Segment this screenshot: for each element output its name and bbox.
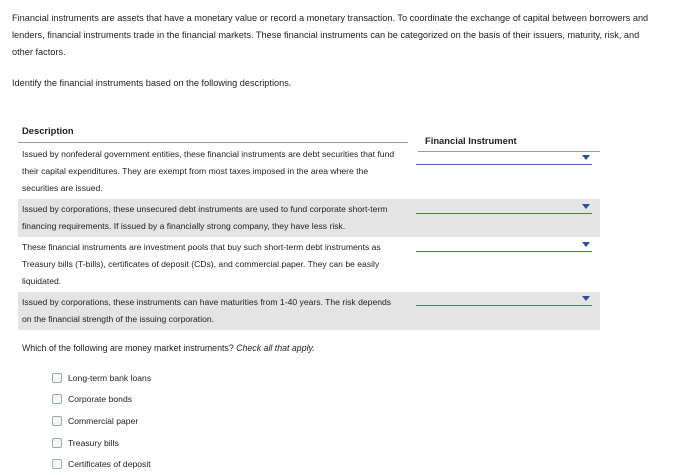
- checkbox[interactable]: [52, 373, 62, 383]
- matching-table: [18, 122, 600, 330]
- option-label: Certificates of deposit: [68, 459, 151, 470]
- header-description: Description: [22, 125, 74, 136]
- option-label: Commercial paper: [68, 415, 139, 426]
- option-label: Treasury bills: [68, 437, 119, 448]
- question-prompt: Which of the following are money market instruments?: [22, 343, 234, 353]
- checkbox[interactable]: [52, 394, 62, 404]
- header-financial-instrument: Financial Instrument: [425, 135, 517, 146]
- checkbox[interactable]: [52, 438, 62, 448]
- table-row: [18, 144, 600, 199]
- checkbox[interactable]: [52, 416, 62, 426]
- option-label: Corporate bonds: [68, 394, 133, 405]
- option-item[interactable]: [52, 453, 151, 475]
- question-hint: Check all that apply.: [236, 343, 315, 353]
- option-item[interactable]: [52, 432, 151, 454]
- option-label: Long-term bank loans: [68, 372, 152, 383]
- row-description: Issued by nonfederal government entities, these financial instruments are debt securities that fund their capital expenditures. They are exempt from most taxes imposed in the area where the securities are issued.: [22, 149, 395, 193]
- instruction-text: Identify the financial instruments based on the following descriptions.: [12, 78, 292, 88]
- chevron-down-icon: [582, 155, 590, 160]
- instrument-dropdown[interactable]: [416, 152, 592, 165]
- question-text: [22, 343, 315, 353]
- chevron-down-icon: [582, 242, 590, 247]
- option-item[interactable]: [52, 410, 151, 432]
- instrument-dropdown[interactable]: [416, 239, 592, 252]
- table-row: [18, 237, 600, 292]
- option-item[interactable]: [52, 367, 151, 389]
- instrument-dropdown[interactable]: [416, 201, 592, 214]
- intro-paragraph: Financial instruments are assets that have a monetary value or record a monetary transaction. To coordinate the exchange of capital between borrowers and lenders, financial instruments trade in the financial markets. These financial instruments can be categorized on the basis of their issuers, maturity, risk, and other factors.: [12, 13, 649, 57]
- table-row: [18, 199, 600, 237]
- chevron-down-icon: [582, 296, 590, 301]
- instrument-dropdown[interactable]: [416, 293, 592, 306]
- header-divider: [18, 142, 408, 143]
- row-description: Issued by corporations, these instruments can have maturities from 1-40 years. The risk depends on the financial strength of the issuing corporation.: [22, 297, 392, 324]
- option-item[interactable]: [52, 389, 151, 411]
- row-description: Issued by corporations, these unsecured debt instruments are used to fund corporate short-term financing requirements. If issued by a financially strong company, they have less risk.: [22, 204, 388, 231]
- chevron-down-icon: [582, 204, 590, 209]
- table-header: [18, 122, 600, 144]
- options-list: [52, 367, 151, 475]
- table-row: [18, 292, 600, 330]
- row-description: These financial instruments are investment pools that buy such short-term debt instruments as Treasury bills (T-bills), certificates of deposit (CDs), and commercial paper. They can be easily liquidated.: [22, 242, 381, 286]
